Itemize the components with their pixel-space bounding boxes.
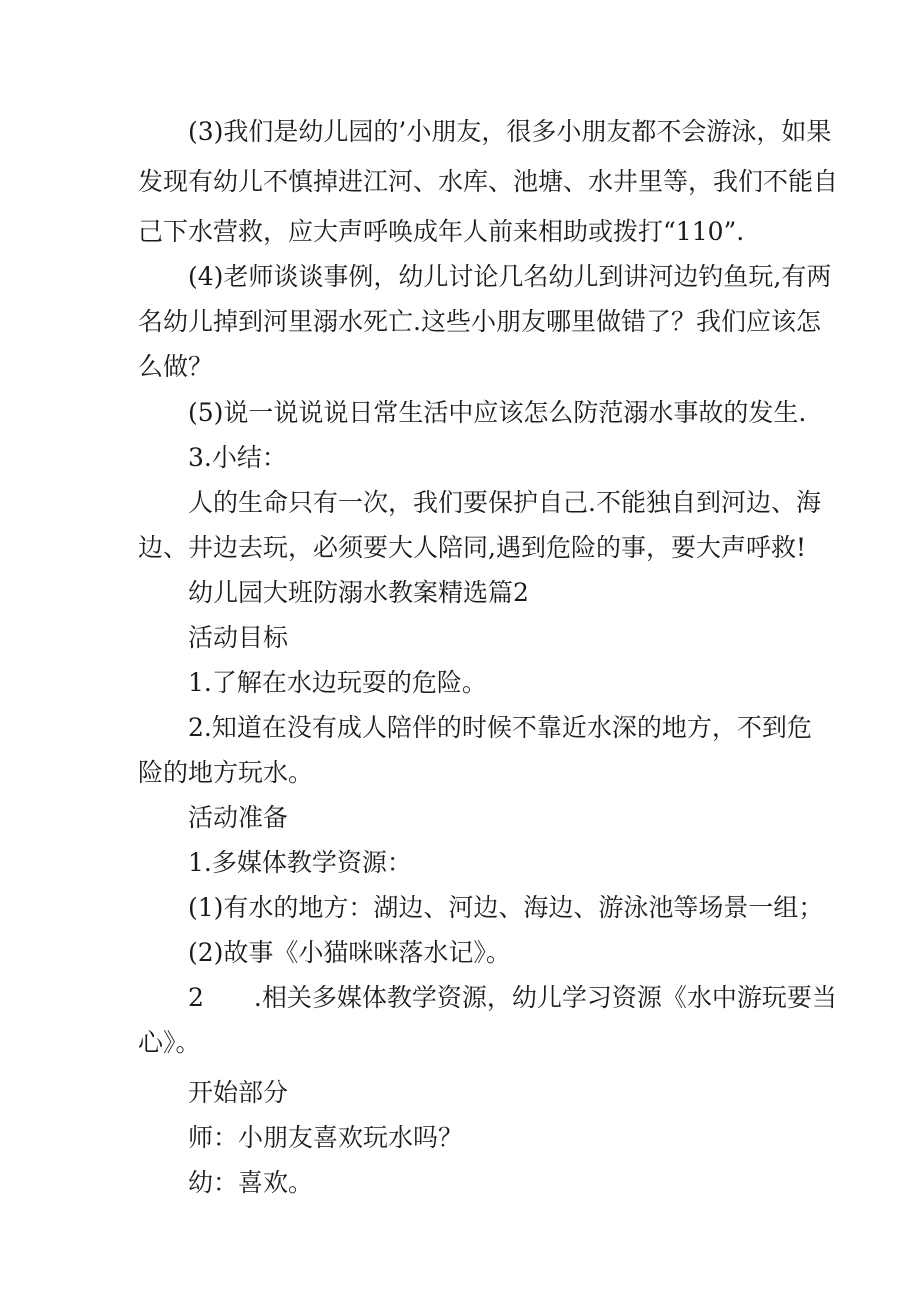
goal-item-1: 1.了解在水边玩耍的危险。 [188,668,487,697]
prep-item-1: 1.多媒体教学资源： [188,848,412,877]
paragraph-5-line-1: (5)说一说说说日常生活中应该怎么防范溺水事故的发生. [188,398,807,427]
goal-item-2-line-1: 2.知道在没有成人陪伴的时候不靠近水深的地方，不到危 [188,713,812,742]
prep-item-2-line-1: 2 .相关多媒体教学资源，幼儿学习资源《水中游玩要当 [188,983,837,1012]
heading-activity-preparation: 活动准备 [188,803,289,832]
paragraph-4-line-3: 么做？ [138,352,214,381]
summary-line-1: 人的生命只有一次，我们要保护自己.不能独自到河边、海 [188,488,821,517]
dialogue-child: 幼：喜欢。 [188,1168,314,1197]
paragraph-3-line-1: (3)我们是幼儿园的’小朋友，很多小朋友都不会游泳，如果 [188,117,832,146]
heading-activity-goals: 活动目标 [188,623,289,652]
paragraph-4-line-1: (4)老师谈谈事例，幼儿讨论几名幼儿到讲河边钓鱼玩,有两 [188,262,832,291]
heading-opening-part: 开始部分 [188,1078,289,1107]
prep-item-2-line-2: 心》。 [138,1028,201,1057]
summary-line-2: 边、井边去玩，必须要大人陪同,遇到危险的事，要大声呼救! [138,533,806,562]
paragraph-3-line-3: 己下水营救，应大声呼唤成年人前来相助或拨打“110”. [138,217,745,246]
summary-heading: 3.小结： [188,443,287,472]
prep-subitem-1: (1)有水的地方：湖边、河边、海边、游泳池等场景一组； [188,893,824,922]
paragraph-4-line-2: 名幼儿掉到河里溺水死亡.这些小朋友哪里做错了？我们应该怎 [138,307,821,336]
paragraph-3-line-2: 发现有幼儿不慎掉进江河、水库、池塘、水井里等，我们不能自 [138,167,839,196]
section-title: 幼儿园大班防溺水教案精选篇2 [188,578,529,607]
dialogue-teacher: 师：小朋友喜欢玩水吗？ [188,1123,464,1152]
prep-subitem-2: (2)故事《小猫咪咪落水记》。 [188,938,511,967]
goal-item-2-line-2: 险的地方玩水。 [138,758,314,787]
